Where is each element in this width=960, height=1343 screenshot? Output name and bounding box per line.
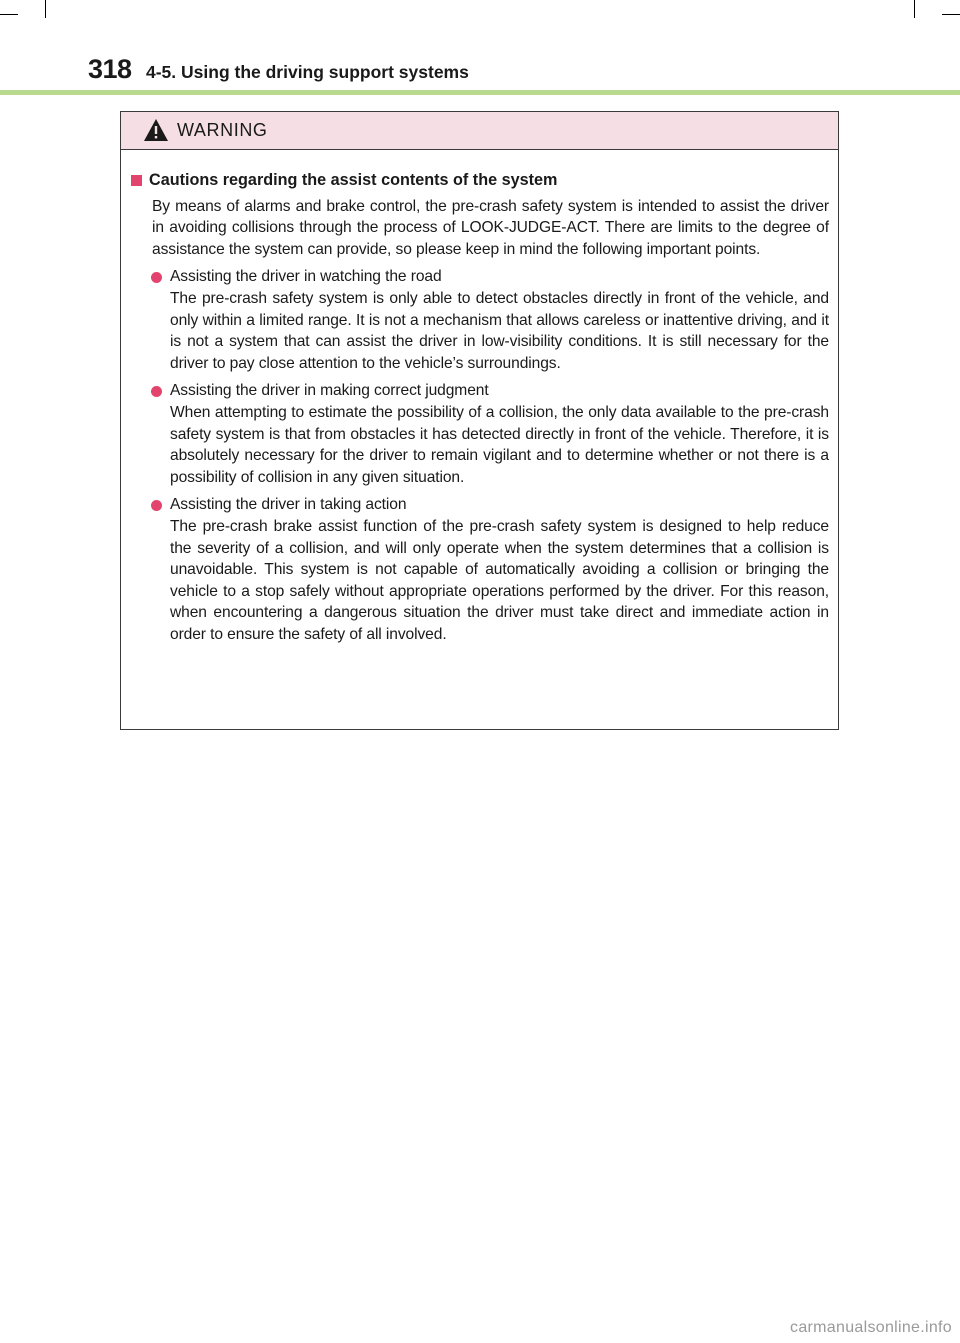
warning-label: WARNING [177,120,268,140]
list-item [127,380,829,488]
circle-bullet-icon [151,272,162,283]
section-title: 4-5. Using the driving support systems [146,62,469,82]
warning-heading [127,170,829,192]
watermark: carmanualsonline.info [790,1319,952,1336]
bullet-text: When attempting to estimate the possibility of a collision, the only data available to the pre-crash safety system is that from obstacles it has detected directly in front of the vehicle. Therefore, it is absolutely necessary for the driver to remain vigilant and to determine whether or not there is a possibility of collision in any given situation. [170,403,829,486]
circle-bullet-icon [151,500,162,511]
bullet-title: Assisting the driver in making correct judgment [170,382,489,400]
warning-triangle-icon [143,118,169,142]
list-item [127,266,829,374]
page-number: 318 [88,54,132,84]
bullet-title: Assisting the driver in taking action [170,496,407,514]
warning-header [121,112,838,150]
bullet-title: Assisting the driver in watching the road [170,268,442,286]
page-header [0,0,960,96]
header-rule [0,90,960,95]
circle-bullet-icon [151,386,162,397]
warning-heading-text: Cautions regarding the assist contents of the system [149,171,558,189]
bullet-text: The pre-crash safety system is only able to detect obstacles directly in front of the vehicle, and only within a limited range. It is not a mechanism that allows careless or inattentive driving, and it is not a system that can assist the driver in low-visibility conditions. It is still necessary for the driver to pay close attention to the vehicle’s surroundings. [170,289,829,372]
bullet-text: The pre-crash brake assist function of the pre-crash safety system is designed to help reduce the severity of a collision, and will only operate when the system determines that a collision is unavoidable. This system is not capable of automatically avoiding a collision or bringing the vehicle to a stop safely without appropriate operations performed by the driver. For this reason, when encountering a dangerous situation the driver must take direct and immediate action in order to ensure the safety of all involved. [170,517,829,643]
square-bullet-icon [131,175,142,186]
warning-body [121,150,838,645]
list-item [127,494,829,645]
warning-box [120,111,839,730]
warning-intro: By means of alarms and brake control, the pre-crash safety system is intended to assist the driver in avoiding collisions through the process of LOOK-JUDGE-ACT. There are limits to the degree of assistance the system can provide, so please keep in mind the following important points. [152,197,829,258]
